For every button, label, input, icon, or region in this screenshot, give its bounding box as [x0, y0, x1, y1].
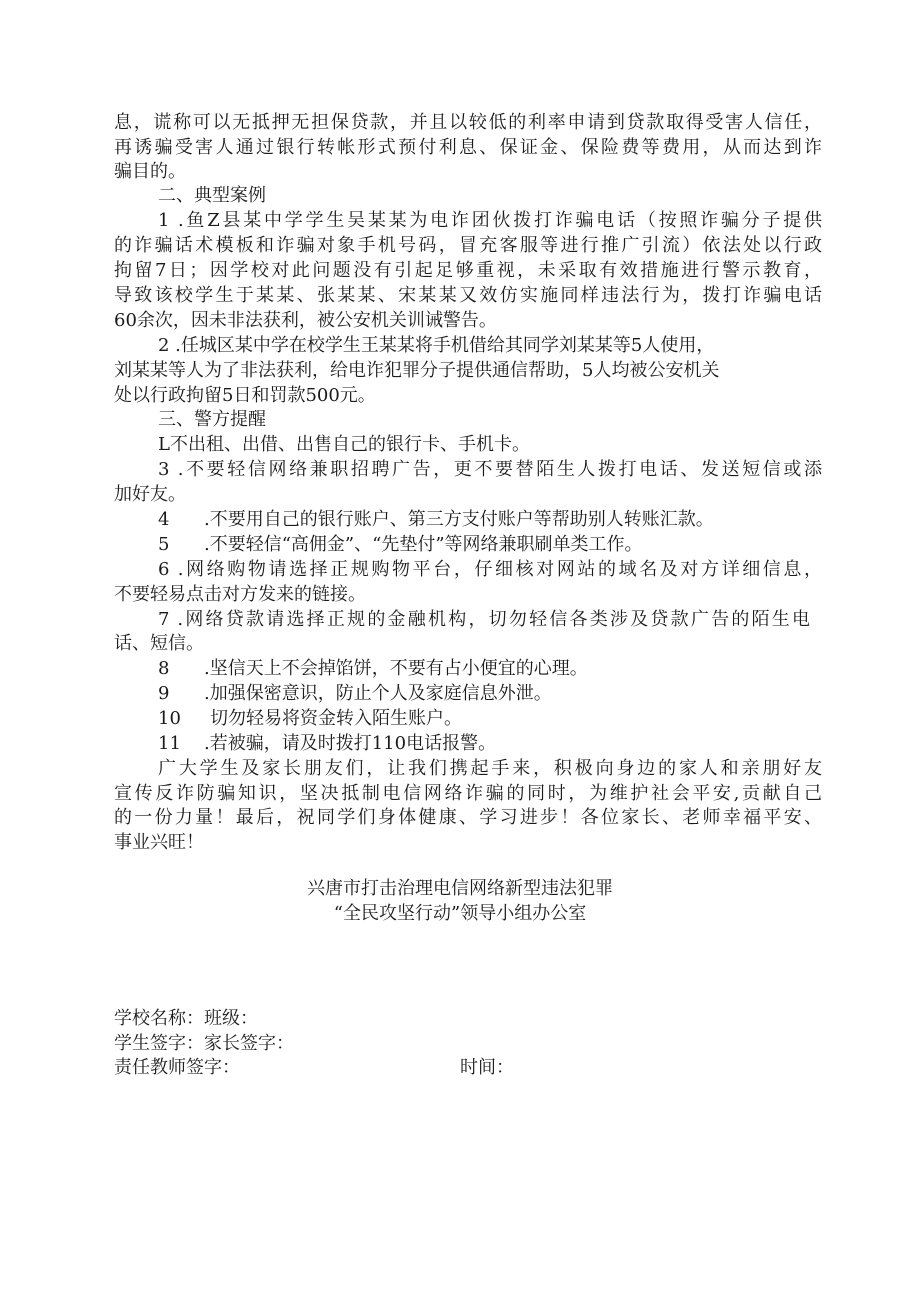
case-1-line: 60余次，因未非法获利，被公安机关训诫警告。 [114, 310, 497, 331]
closing-line: 事业兴旺！ [114, 832, 204, 853]
case-1-line: 1 .鱼Z县某中学学生吴某某为电诈团伙拨打诈骗电话（按照诈骗分子提供 [158, 210, 822, 231]
tip-8-number: 8 [158, 658, 170, 679]
closing-line: 宣传反诈防骗知识，坚决抵制电信网络诈骗的同时，为维护社会平安,贡献自己 [114, 783, 822, 804]
case-1-line: 的诈骗话术模板和诈骗对象手机号码，冒充客服等进行推广引流）依法处以行政 [114, 235, 822, 256]
tip-6-line: 6 .网络购物请选择正规购物平台，仔细核对网站的域名及对方详细信息， [158, 559, 822, 580]
tip-5-text: .不要轻信“高佣金”、“先垫付”等网络兼职刷单类工作。 [204, 534, 643, 555]
teacher-signature-field: 责任教师签字： [114, 1057, 240, 1078]
tip-3-line: 3 .不要轻信网络兼职招聘广告，更不要替陌生人拨打电话、发送短信或添 [158, 459, 822, 480]
issuer-line-1: 兴唐市打击治理电信网络新型违法犯罪 [307, 878, 613, 899]
tip-9-number: 9 [158, 683, 170, 704]
closing-line: 广大学生及家长朋友们，让我们携起手来，积极向身边的家人和亲朋好友 [158, 758, 822, 779]
student-parent-signature-field: 学生签字：家长签字： [114, 1033, 294, 1054]
tip-5-number: 5 [158, 534, 170, 555]
case-2-line: 刘某某等人为了非法获利，给电诈犯罪分子提供通信帮助，5人均被公安机关 [114, 360, 720, 381]
tip-4-text: .不要用自己的银行账户、第三方支付账户等帮助别人转账汇款。 [204, 509, 714, 530]
case-2-line: 处以行政拘留5日和罚款500元。 [114, 385, 376, 406]
school-class-field: 学校名称：班级： [114, 1008, 258, 1029]
case-2-line: 2 .任城区某中学在校学生王某某将手机借给其同学刘某某等5人使用， [158, 335, 715, 356]
case-1-line: 拘留7日；因学校对此问题没有引起足够重视，未采取有效措施进行警示教育， [114, 260, 822, 281]
tip-3-line: 加好友。 [114, 484, 186, 505]
case-1-line: 导致该校学生于某某、张某某、宋某某又效仿实施同样违法行为，拨打诈骗电话 [114, 285, 822, 306]
tip-11-text: .若被骗，请及时拨打110电话报警。 [204, 733, 497, 754]
tip-11-number: 11 [158, 733, 181, 754]
time-field: 时间： [460, 1057, 514, 1078]
tip-7-line: 7 .网络贷款请选择正规的金融机构，切勿轻信各类涉及贷款广告的陌生电 [158, 609, 810, 630]
section-heading-tips: 三、警方提醒 [158, 409, 266, 430]
paragraph-line: 再诱骗受害人通过银行转帐形式预付利息、保证金、保险费等费用，从而达到诈 [114, 137, 822, 158]
tip-7-line: 话、短信。 [114, 633, 204, 654]
paragraph-line: 息，谎称可以无抵押无担保贷款，并且以较低的利率申请到贷款取得受害人信任， [114, 112, 822, 133]
paragraph-line: 骗目的。 [114, 161, 186, 182]
closing-line: 的一份力量！最后，祝同学们身体健康、学习进步！各位家长、老师幸福平安、 [114, 807, 822, 828]
tip-4-number: 4 [158, 509, 170, 530]
tip-10-number: 10 [158, 708, 181, 729]
tip-10-text: 切勿轻易将资金转入陌生账户。 [210, 708, 462, 729]
tip-1: L不出租、出借、出售自己的银行卡、手机卡。 [158, 434, 530, 455]
issuer-line-2: “全民攻坚行动”领导小组办公室 [333, 903, 587, 924]
section-heading-cases: 二、典型案例 [158, 185, 266, 206]
tip-9-text: .加强保密意识，防止个人及家庭信息外泄。 [204, 683, 552, 704]
tip-6-line: 不要轻易点击对方发来的链接。 [114, 584, 366, 605]
tip-8-text: .坚信天上不会掉馅饼，不要有占小便宜的心理。 [204, 658, 588, 679]
